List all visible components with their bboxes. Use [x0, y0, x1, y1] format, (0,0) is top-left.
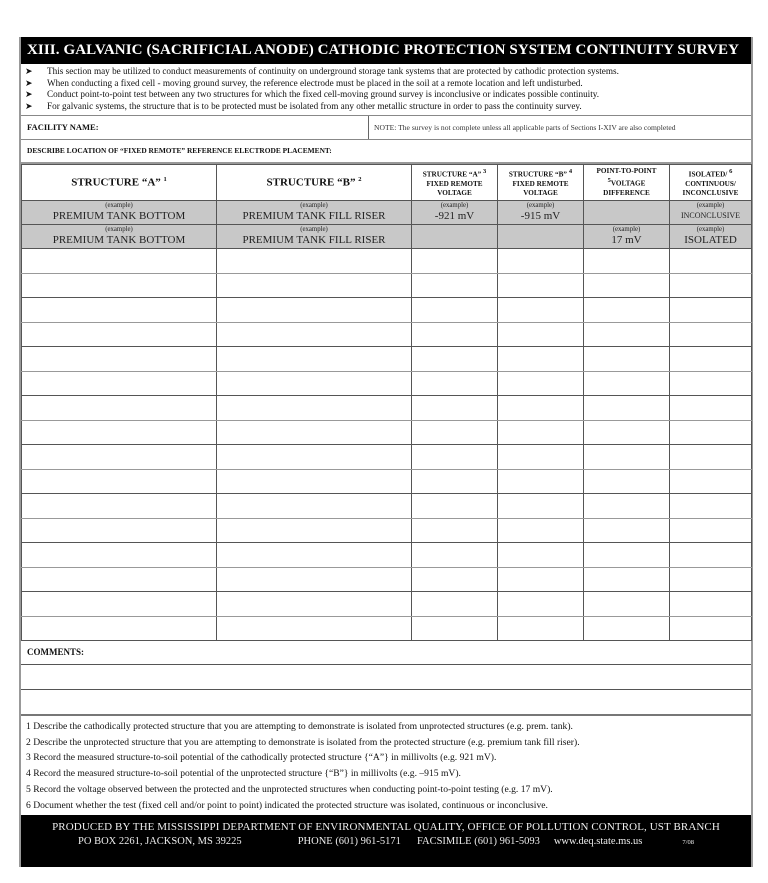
survey-entry-row: [22, 322, 752, 347]
structure-b-voltage-input[interactable]: [498, 273, 584, 298]
structure-a-input[interactable]: [22, 469, 217, 494]
survey-entry-row: [22, 445, 752, 470]
structure-b-input[interactable]: [217, 396, 412, 421]
structure-b-voltage-input[interactable]: [498, 396, 584, 421]
survey-entry-row: [22, 249, 752, 274]
instruction-item: [25, 78, 751, 90]
footer: [21, 815, 751, 867]
example-cell: (example) PREMIUM TANK BOTTOM: [22, 201, 217, 225]
footnote: 6 Document whether the test (fixed cell and/or point to point) indicated the protected structure was isolated, continuous or inconclusive.: [26, 799, 548, 811]
structure-b-input[interactable]: [217, 567, 412, 592]
structure-a-input[interactable]: [22, 298, 217, 323]
remote-electrode-location-field[interactable]: [21, 140, 751, 164]
survey-entry-row: [22, 616, 752, 641]
structure-a-voltage-input[interactable]: [412, 592, 498, 617]
header-point-to-point: POINT-TO-POINT $^5$VOLTAGE DIFFERENCE: [584, 165, 670, 201]
section-title: XIII. GALVANIC (SACRIFICIAL ANODE) CATHODIC PROTECTION SYSTEM CONTINUITY SURVEY: [21, 37, 751, 64]
point-to-point-input[interactable]: [584, 616, 670, 641]
instruction-item: [25, 89, 751, 101]
completion-note: NOTE: The survey is not complete unless all applicable parts of Sections I-XIV are also completed: [374, 123, 676, 132]
survey-entry-row: [22, 347, 752, 372]
structure-b-input[interactable]: [217, 322, 412, 347]
survey-entry-row: [22, 592, 752, 617]
footnote: 3 Record the measured structure-to-soil potential of the cathodically protected structure {“A”} in millivolts (e.g. 921 mV).: [26, 752, 497, 764]
structure-b-voltage-input[interactable]: [498, 249, 584, 274]
structure-a-input[interactable]: [22, 249, 217, 274]
point-to-point-input[interactable]: [584, 469, 670, 494]
footer-phone: PHONE (601) 961-5171: [297, 836, 401, 848]
structure-b-input[interactable]: [217, 298, 412, 323]
structure-a-voltage-input[interactable]: [412, 616, 498, 641]
structure-b-input[interactable]: [217, 249, 412, 274]
structure-a-voltage-input[interactable]: [412, 445, 498, 470]
structure-a-voltage-input[interactable]: [412, 347, 498, 372]
structure-b-input[interactable]: [217, 347, 412, 372]
structure-a-voltage-input[interactable]: [412, 249, 498, 274]
facility-name-label: FACILITY NAME:: [27, 122, 99, 132]
structure-b-voltage-input[interactable]: [498, 616, 584, 641]
structure-a-voltage-input[interactable]: [412, 273, 498, 298]
example-cell: (example) PREMIUM TANK BOTTOM: [22, 225, 217, 249]
structure-a-voltage-input[interactable]: [412, 543, 498, 568]
instruction-text: This section may be utilized to conduct measurements of continuity on underground storage tank systems that are protected by cathodic protection systems.: [47, 66, 619, 76]
point-to-point-input[interactable]: [584, 518, 670, 543]
comments-label: COMMENTS:: [27, 647, 84, 657]
example-cell: (example) -915 mV: [498, 201, 584, 225]
structure-a-input[interactable]: [22, 518, 217, 543]
remote-electrode-label: DESCRIBE LOCATION OF “FIXED REMOTE” REFERENCE ELECTRODE PLACEMENT:: [27, 146, 332, 155]
structure-a-input[interactable]: [22, 567, 217, 592]
structure-b-voltage-input[interactable]: [498, 298, 584, 323]
structure-b-input[interactable]: [217, 445, 412, 470]
structure-a-voltage-input[interactable]: [412, 396, 498, 421]
point-to-point-input[interactable]: [584, 567, 670, 592]
point-to-point-input[interactable]: [584, 273, 670, 298]
header-structure-a: STRUCTURE “A” $^1$: [22, 165, 217, 201]
arrowhead-bullet-icon: ➤: [25, 66, 33, 76]
structure-a-input[interactable]: [22, 273, 217, 298]
structure-b-voltage-input[interactable]: [498, 592, 584, 617]
point-to-point-input[interactable]: [584, 347, 670, 372]
comment-line[interactable]: [21, 665, 751, 690]
example-row: [22, 225, 752, 249]
structure-a-input[interactable]: [22, 543, 217, 568]
structure-b-voltage-input[interactable]: [498, 322, 584, 347]
example-row: [22, 201, 752, 225]
structure-b-input[interactable]: [217, 494, 412, 519]
header-isolated-continuous: ISOLATED/ $^6$ CONTINUOUS/ INCONCLUSIVE: [670, 165, 752, 201]
survey-entry-row: [22, 518, 752, 543]
example-cell: (example) INCONCLUSIVE: [670, 201, 752, 225]
arrowhead-bullet-icon: ➤: [25, 100, 33, 111]
footer-website-link[interactable]: www.deq.state.ms.us: [553, 836, 643, 848]
arrowhead-bullet-icon: ➤: [25, 77, 33, 88]
point-to-point-input[interactable]: [584, 445, 670, 470]
result-input[interactable]: [670, 616, 752, 641]
survey-entry-row: [22, 298, 752, 323]
header-structure-a-voltage: STRUCTURE “A” $^3$ FIXED REMOTE VOLTAGE: [412, 165, 498, 201]
structure-b-voltage-input[interactable]: [498, 469, 584, 494]
footnotes: [21, 716, 751, 815]
survey-entry-row: [22, 494, 752, 519]
footnote: 5 Record the voltage observed between the protected and the unprotected structures when conducting point-to-point testing (e.g. 17 mV).: [26, 783, 553, 795]
structure-a-input[interactable]: [22, 494, 217, 519]
structure-b-input[interactable]: [217, 371, 412, 396]
result-input[interactable]: [670, 322, 752, 347]
structure-b-voltage-input[interactable]: [498, 445, 584, 470]
structure-b-voltage-input[interactable]: [498, 518, 584, 543]
structure-a-voltage-input[interactable]: [412, 371, 498, 396]
footer-contact: [21, 833, 751, 847]
survey-entry-row: [22, 371, 752, 396]
structure-a-input[interactable]: [22, 420, 217, 445]
structure-b-voltage-input[interactable]: [498, 494, 584, 519]
example-cell: (example) PREMIUM TANK FILL RISER: [217, 225, 412, 249]
structure-b-input[interactable]: [217, 273, 412, 298]
result-input[interactable]: [670, 420, 752, 445]
structure-a-voltage-input[interactable]: [412, 469, 498, 494]
structure-a-voltage-input[interactable]: [412, 518, 498, 543]
structure-a-input[interactable]: [22, 616, 217, 641]
structure-b-input[interactable]: [217, 420, 412, 445]
survey-form-page: [19, 37, 753, 867]
example-cell: (example) 17 mV: [584, 225, 670, 249]
result-input[interactable]: [670, 567, 752, 592]
example-cell: (example) ISOLATED: [670, 225, 752, 249]
point-to-point-input[interactable]: [584, 322, 670, 347]
facility-row: [21, 116, 751, 140]
result-input[interactable]: [670, 273, 752, 298]
header-structure-b: STRUCTURE “B” $^2$: [217, 165, 412, 201]
point-to-point-input[interactable]: [584, 494, 670, 519]
result-input[interactable]: [670, 445, 752, 470]
structure-a-input[interactable]: [22, 592, 217, 617]
survey-entry-row: [22, 420, 752, 445]
structure-b-voltage-input[interactable]: [498, 371, 584, 396]
comment-line[interactable]: [21, 690, 751, 716]
structure-a-input[interactable]: [22, 371, 217, 396]
point-to-point-input[interactable]: [584, 371, 670, 396]
table-header-row: [22, 165, 752, 201]
result-input[interactable]: [670, 298, 752, 323]
footnote: 2 Describe the unprotected structure that you are attempting to demonstrate is isolated from the protected structure (e.g. premium tank fill riser).: [26, 736, 580, 748]
structure-a-voltage-input[interactable]: [412, 494, 498, 519]
example-cell: (example) PREMIUM TANK FILL RISER: [217, 201, 412, 225]
example-cell: [412, 225, 498, 249]
instruction-item: [25, 101, 751, 113]
result-input[interactable]: [670, 396, 752, 421]
footer-revision: 7/08: [682, 839, 694, 847]
result-input[interactable]: [670, 494, 752, 519]
structure-b-voltage-input[interactable]: [498, 347, 584, 372]
result-input[interactable]: [670, 518, 752, 543]
point-to-point-input[interactable]: [584, 396, 670, 421]
survey-entry-row: [22, 543, 752, 568]
arrowhead-bullet-icon: ➤: [25, 89, 33, 99]
survey-entry-row: [22, 567, 752, 592]
point-to-point-input[interactable]: [584, 298, 670, 323]
result-input[interactable]: [670, 543, 752, 568]
instructions-list: [21, 64, 751, 116]
structure-a-input[interactable]: [22, 396, 217, 421]
structure-b-input[interactable]: [217, 616, 412, 641]
facility-name-field[interactable]: [21, 116, 369, 139]
result-input[interactable]: [670, 249, 752, 274]
structure-b-voltage-input[interactable]: [498, 567, 584, 592]
footnote: 1 Describe the cathodically protected structure that you are attempting to demonstrate is isolated from unprotected structures (e.g. prem. tank).: [26, 721, 573, 732]
example-cell: [584, 201, 670, 225]
structure-a-voltage-input[interactable]: [412, 322, 498, 347]
structure-b-input[interactable]: [217, 469, 412, 494]
instruction-text: Conduct point-to-point test between any two structures for which the fixed cell-moving ground survey is inconclusive or indicates possible continuity.: [47, 89, 600, 99]
structure-a-voltage-input[interactable]: [412, 420, 498, 445]
continuity-survey-table: [21, 164, 752, 641]
survey-entry-row: [22, 273, 752, 298]
point-to-point-input[interactable]: [584, 592, 670, 617]
example-cell: (example) -921 mV: [412, 201, 498, 225]
structure-b-voltage-input[interactable]: [498, 420, 584, 445]
structure-a-voltage-input[interactable]: [412, 567, 498, 592]
result-input[interactable]: [670, 347, 752, 372]
result-input[interactable]: [670, 371, 752, 396]
point-to-point-input[interactable]: [584, 249, 670, 274]
footer-address: PO BOX 2261, JACKSON, MS 39225: [78, 836, 242, 848]
survey-entry-row: [22, 469, 752, 494]
instruction-item: [25, 66, 751, 78]
structure-a-input[interactable]: [22, 445, 217, 470]
point-to-point-input[interactable]: [584, 543, 670, 568]
structure-b-input[interactable]: [217, 543, 412, 568]
structure-b-input[interactable]: [217, 518, 412, 543]
footer-fax: FACSIMILE (601) 961-5093: [416, 836, 540, 848]
structure-a-voltage-input[interactable]: [412, 298, 498, 323]
example-cell: [498, 225, 584, 249]
structure-a-input[interactable]: [22, 347, 217, 372]
footer-producer: PRODUCED BY THE MISSISSIPPI DEPARTMENT OF ENVIRONMENTAL QUALITY, OFFICE OF POLLUTION CONTROL, UST BRANCH: [52, 821, 720, 834]
structure-b-voltage-input[interactable]: [498, 543, 584, 568]
point-to-point-input[interactable]: [584, 420, 670, 445]
header-structure-b-voltage: STRUCTURE “B” $^4$ FIXED REMOTE VOLTAGE: [498, 165, 584, 201]
result-input[interactable]: [670, 469, 752, 494]
footnote: 4 Record the measured structure-to-soil potential of the unprotected structure {“B”} in millivolts (e.g. –915 mV).: [26, 768, 461, 780]
result-input[interactable]: [670, 592, 752, 617]
instruction-text: For galvanic systems, the structure that is to be protected must be isolated from any other metallic structure in order to pass the continuity survey.: [47, 100, 582, 111]
comments-field[interactable]: [21, 641, 751, 665]
structure-a-input[interactable]: [22, 322, 217, 347]
survey-entry-row: [22, 396, 752, 421]
instruction-text: When conducting a fixed cell - moving ground survey, the reference electrode must be placed in the soil at a remote location and left undisturbed.: [47, 77, 583, 88]
structure-b-input[interactable]: [217, 592, 412, 617]
